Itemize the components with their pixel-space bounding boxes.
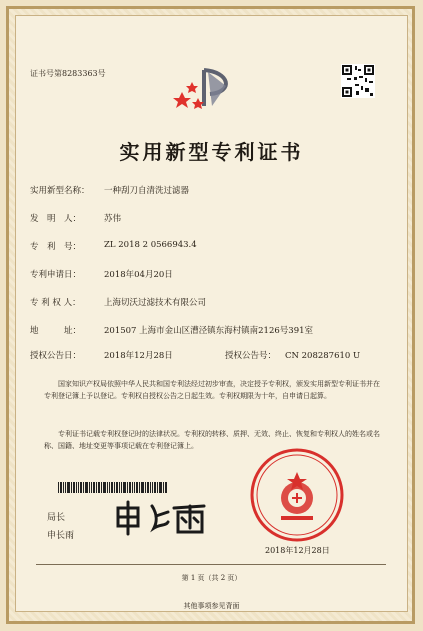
seal-text [14,8,21,9]
field-value: 一种刮刀自清洗过滤器 [104,186,190,196]
cnipa-logo-icon [168,64,250,114]
field-label: 地 址： [30,326,82,336]
field-label: 专 利 权 人： [30,298,81,308]
field-label: 专 利 号： [30,242,82,252]
official-seal-icon [248,446,346,544]
statement-paragraph: 国家知识产权局依照中华人民共和国专利法经过初步审查，决定授予专利权，颁发实用新型专利证书并在专利登记簿上予以登记。专利权自授权公告之日起生效。专利权期限为十年，自申请日起算。 [44,380,380,400]
certificate-title: 实用新型专利证书 [119,140,304,164]
field-label: 专利申请日： [30,270,82,280]
field-label: 发 明 人： [30,214,82,224]
field-value: 2018年04月20日 [104,270,173,280]
handwritten-signature-icon [112,498,208,536]
grant-pub-label: 授权公告号： [225,351,277,361]
field-value: 上海切沃过滤技术有限公司 [104,298,207,308]
certificate-number: 证书号第8283363号 [30,69,106,78]
director-title: 局长 [47,513,66,523]
field-label: 实用新型名称： [30,186,90,196]
field-value: 201507 上海市金山区漕泾镇东海村镇南2126号391室 [104,326,314,336]
qr-code-icon [341,64,375,98]
director-name: 申长雨 [47,531,75,541]
grant-pub-value: CN 208287610 U [285,351,361,361]
statement-paragraph: 专利证书记载专利权登记时的法律状况。专利权的转移、质押、无效、终止、恢复和专利权人的姓名或名称、国籍、地址变更等事项记载在专利登记簿上。 [44,430,380,450]
grant-date-value: 2018年12月28日 [104,351,173,361]
seal-date: 2018年12月28日 [265,546,330,555]
field-value: 苏伟 [104,214,122,224]
page-number: 第 1 页（共 2 页） [181,574,242,582]
barcode-icon [58,482,168,493]
footer-divider [36,564,386,565]
grant-date-label: 授权公告日： [30,351,82,361]
back-note: 其他事项参见背面 [183,602,240,610]
field-value: ZL 2018 2 0566943.4 [104,240,197,250]
